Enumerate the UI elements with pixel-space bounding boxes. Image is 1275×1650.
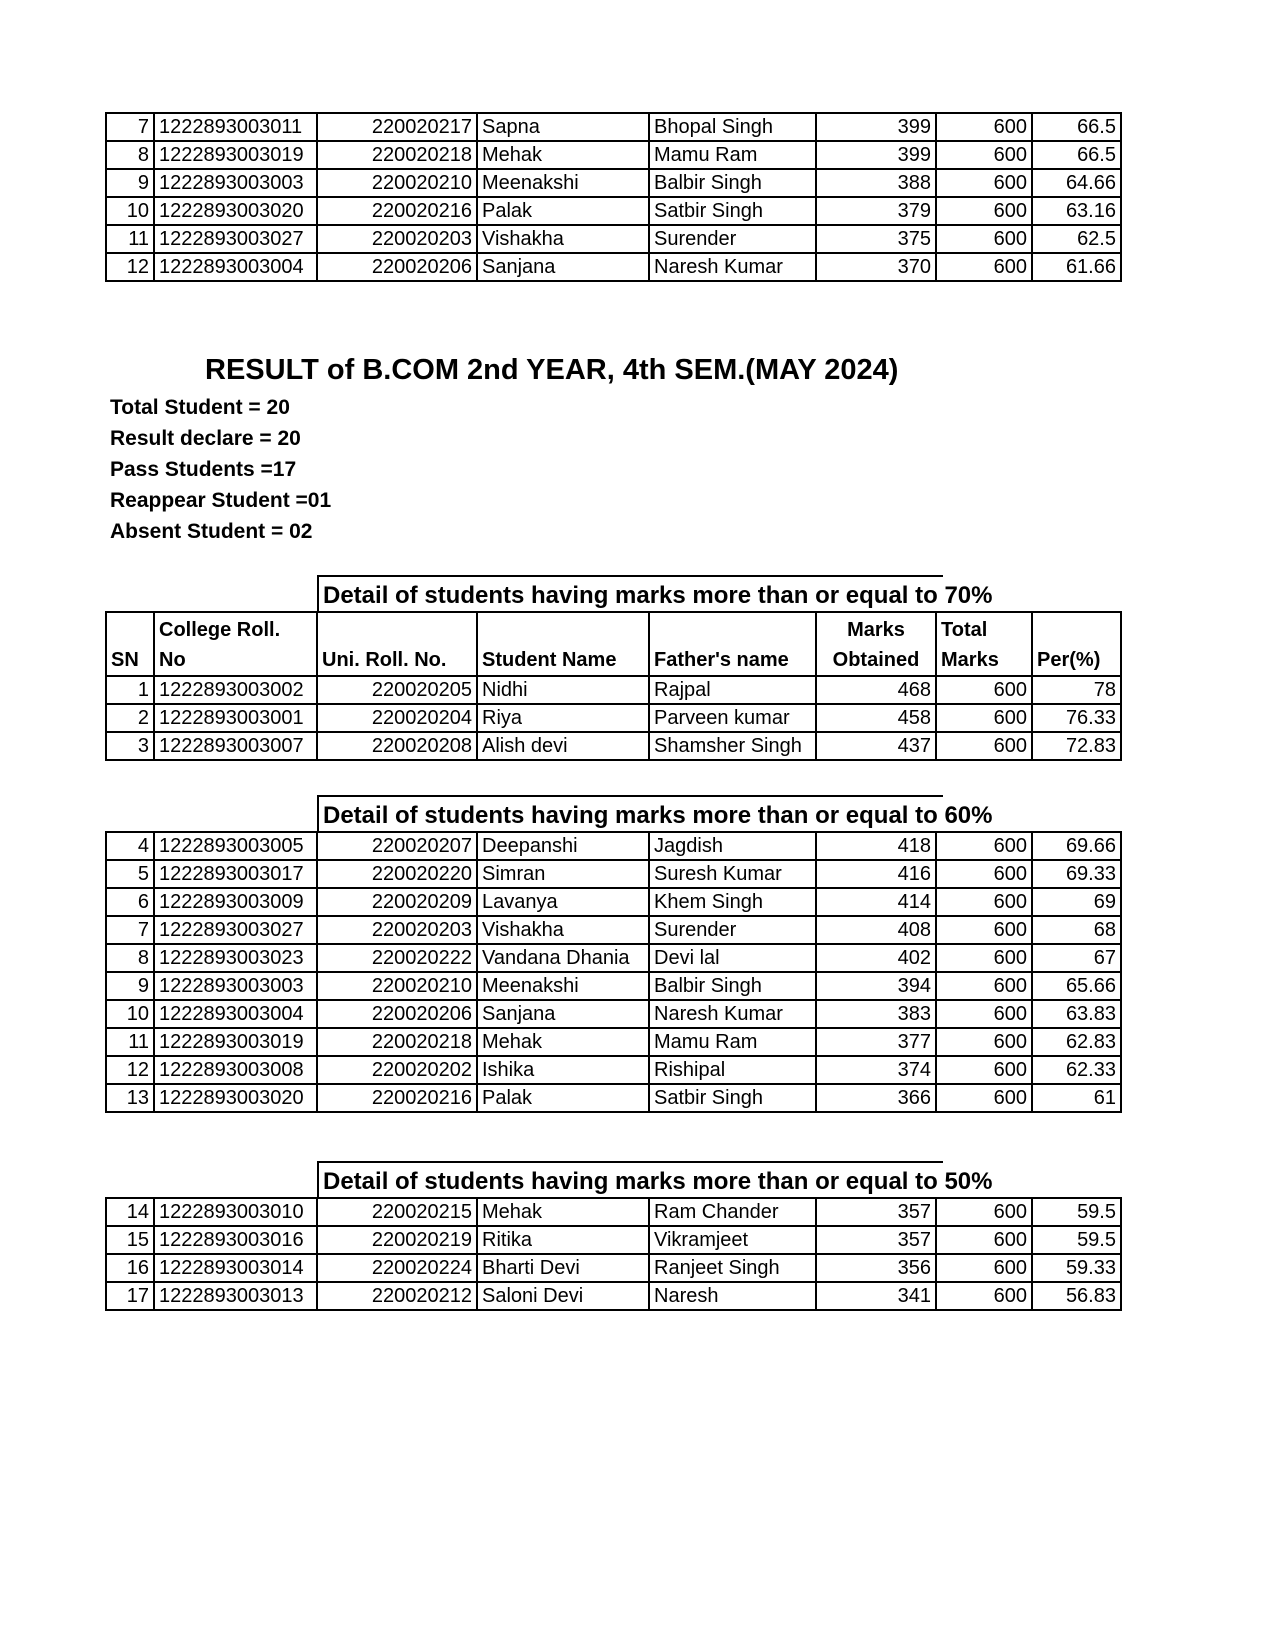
- section-heading-70: Detail of students having marks more than or equal to 70%: [317, 575, 943, 611]
- cell-percentage: 76.33: [1032, 704, 1121, 732]
- cell-sn: 8: [106, 141, 154, 169]
- cell-uni-roll: 220020219: [317, 1226, 477, 1254]
- cell-uni-roll: 220020206: [317, 253, 477, 281]
- table-row: [106, 972, 1121, 1000]
- cell-sn: 15: [106, 1226, 154, 1254]
- cell-father-name: Surender: [649, 916, 816, 944]
- cell-total-marks: 600: [936, 1198, 1032, 1226]
- cell-college-roll: 1222893003020: [154, 1084, 317, 1112]
- cell-student-name: Vishakha: [477, 225, 649, 253]
- header-total-marks: Total Marks: [936, 612, 1032, 676]
- cell-uni-roll: 220020218: [317, 1028, 477, 1056]
- cell-sn: 14: [106, 1198, 154, 1226]
- cell-father-name: Ranjeet Singh: [649, 1254, 816, 1282]
- cell-sn: 10: [106, 197, 154, 225]
- cell-college-roll: 1222893003017: [154, 860, 317, 888]
- cell-student-name: Bharti Devi: [477, 1254, 649, 1282]
- cell-college-roll: 1222893003011: [154, 113, 317, 141]
- cell-student-name: Mehak: [477, 141, 649, 169]
- cell-percentage: 66.5: [1032, 141, 1121, 169]
- cell-college-roll: 1222893003010: [154, 1198, 317, 1226]
- table-row: [106, 832, 1121, 860]
- cell-percentage: 56.83: [1032, 1282, 1121, 1310]
- cell-marks-obtained: 357: [816, 1226, 936, 1254]
- stat-result-declared: Result declare = 20: [110, 427, 301, 450]
- cell-uni-roll: 220020208: [317, 732, 477, 760]
- cell-uni-roll: 220020216: [317, 1084, 477, 1112]
- cell-sn: 7: [106, 916, 154, 944]
- cell-marks-obtained: 394: [816, 972, 936, 1000]
- cell-total-marks: 600: [936, 1254, 1032, 1282]
- cell-total-marks: 600: [936, 141, 1032, 169]
- cell-marks-obtained: 375: [816, 225, 936, 253]
- table-row: [106, 916, 1121, 944]
- cell-total-marks: 600: [936, 1000, 1032, 1028]
- cell-total-marks: 600: [936, 916, 1032, 944]
- cell-father-name: Suresh Kumar: [649, 860, 816, 888]
- cell-father-name: Satbir Singh: [649, 1084, 816, 1112]
- cell-total-marks: 600: [936, 1056, 1032, 1084]
- cell-uni-roll: 220020204: [317, 704, 477, 732]
- cell-father-name: Vikramjeet: [649, 1226, 816, 1254]
- cell-marks-obtained: 374: [816, 1056, 936, 1084]
- cell-student-name: Sanjana: [477, 253, 649, 281]
- cell-father-name: Naresh: [649, 1282, 816, 1310]
- cell-sn: 9: [106, 169, 154, 197]
- cell-student-name: Meenakshi: [477, 972, 649, 1000]
- cell-percentage: 61.66: [1032, 253, 1121, 281]
- cell-total-marks: 600: [936, 113, 1032, 141]
- cell-uni-roll: 220020210: [317, 169, 477, 197]
- cell-student-name: Lavanya: [477, 888, 649, 916]
- cell-percentage: 59.5: [1032, 1226, 1121, 1254]
- cell-sn: 12: [106, 253, 154, 281]
- cell-college-roll: 1222893003020: [154, 197, 317, 225]
- cell-marks-obtained: 379: [816, 197, 936, 225]
- cell-percentage: 59.5: [1032, 1198, 1121, 1226]
- header-sn: SN: [106, 612, 154, 676]
- cell-student-name: Nidhi: [477, 676, 649, 704]
- cell-college-roll: 1222893003027: [154, 225, 317, 253]
- cell-sn: 13: [106, 1084, 154, 1112]
- cell-marks-obtained: 357: [816, 1198, 936, 1226]
- cell-sn: 7: [106, 113, 154, 141]
- cell-percentage: 69.66: [1032, 832, 1121, 860]
- cell-student-name: Palak: [477, 1084, 649, 1112]
- cell-marks-obtained: 402: [816, 944, 936, 972]
- cell-uni-roll: 220020220: [317, 860, 477, 888]
- cell-college-roll: 1222893003013: [154, 1282, 317, 1310]
- header-marks-obtained: Marks Obtained: [816, 612, 936, 676]
- cell-father-name: Rajpal: [649, 676, 816, 704]
- cell-percentage: 62.5: [1032, 225, 1121, 253]
- cell-sn: 3: [106, 732, 154, 760]
- cell-uni-roll: 220020207: [317, 832, 477, 860]
- cell-student-name: Simran: [477, 860, 649, 888]
- cell-total-marks: 600: [936, 704, 1032, 732]
- cell-total-marks: 600: [936, 888, 1032, 916]
- cell-uni-roll: 220020216: [317, 197, 477, 225]
- stat-reappear-students: Reappear Student =01: [110, 489, 332, 512]
- cell-total-marks: 600: [936, 732, 1032, 760]
- cell-college-roll: 1222893003003: [154, 169, 317, 197]
- cell-father-name: Jagdish: [649, 832, 816, 860]
- cell-total-marks: 600: [936, 169, 1032, 197]
- cell-marks-obtained: 399: [816, 141, 936, 169]
- table-row: [106, 141, 1121, 169]
- cell-uni-roll: 220020212: [317, 1282, 477, 1310]
- cell-college-roll: 1222893003001: [154, 704, 317, 732]
- cell-college-roll: 1222893003019: [154, 141, 317, 169]
- cell-uni-roll: 220020203: [317, 916, 477, 944]
- cell-uni-roll: 220020218: [317, 141, 477, 169]
- cell-father-name: Bhopal Singh: [649, 113, 816, 141]
- cell-sn: 6: [106, 888, 154, 916]
- cell-total-marks: 600: [936, 1282, 1032, 1310]
- cell-college-roll: 1222893003004: [154, 253, 317, 281]
- cell-marks-obtained: 366: [816, 1084, 936, 1112]
- cell-sn: 9: [106, 972, 154, 1000]
- cell-percentage: 62.33: [1032, 1056, 1121, 1084]
- cell-sn: 5: [106, 860, 154, 888]
- cell-father-name: Devi lal: [649, 944, 816, 972]
- cell-student-name: Alish devi: [477, 732, 649, 760]
- cell-college-roll: 1222893003016: [154, 1226, 317, 1254]
- cell-uni-roll: 220020202: [317, 1056, 477, 1084]
- cell-percentage: 61: [1032, 1084, 1121, 1112]
- cell-percentage: 68: [1032, 916, 1121, 944]
- cell-college-roll: 1222893003007: [154, 732, 317, 760]
- table-row: [106, 1226, 1121, 1254]
- cell-marks-obtained: 408: [816, 916, 936, 944]
- cell-college-roll: 1222893003027: [154, 916, 317, 944]
- cell-father-name: Rishipal: [649, 1056, 816, 1084]
- result-title: RESULT of B.COM 2nd YEAR, 4th SEM.(MAY 2024): [205, 354, 899, 386]
- cell-percentage: 59.33: [1032, 1254, 1121, 1282]
- cell-uni-roll: 220020203: [317, 225, 477, 253]
- table-row: [106, 1198, 1121, 1226]
- cell-percentage: 78: [1032, 676, 1121, 704]
- cell-percentage: 63.83: [1032, 1000, 1121, 1028]
- cell-father-name: Satbir Singh: [649, 197, 816, 225]
- table-row: [106, 113, 1121, 141]
- cell-total-marks: 600: [936, 1226, 1032, 1254]
- header-uni-roll: Uni. Roll. No.: [317, 612, 477, 676]
- header-student-name: Student Name: [477, 612, 649, 676]
- cell-sn: 16: [106, 1254, 154, 1282]
- cell-uni-roll: 220020205: [317, 676, 477, 704]
- stat-pass-students: Pass Students =17: [110, 458, 297, 481]
- cell-marks-obtained: 383: [816, 1000, 936, 1028]
- cell-sn: 2: [106, 704, 154, 732]
- table-50-percent: [105, 1197, 1122, 1311]
- cell-father-name: Ram Chander: [649, 1198, 816, 1226]
- table-header: [105, 611, 1122, 677]
- cell-uni-roll: 220020209: [317, 888, 477, 916]
- cell-percentage: 67: [1032, 944, 1121, 972]
- table-70-percent: [105, 675, 1122, 761]
- table-row: [106, 197, 1121, 225]
- stat-total-students: Total Student = 20: [110, 396, 290, 419]
- table-60-percent: [105, 831, 1122, 1113]
- table-row: [106, 1282, 1121, 1310]
- cell-uni-roll: 220020206: [317, 1000, 477, 1028]
- stat-absent-students: Absent Student = 02: [110, 520, 313, 543]
- cell-sn: 11: [106, 1028, 154, 1056]
- cell-student-name: Deepanshi: [477, 832, 649, 860]
- cell-college-roll: 1222893003003: [154, 972, 317, 1000]
- cell-marks-obtained: 414: [816, 888, 936, 916]
- table-row: [106, 704, 1121, 732]
- cell-student-name: Vandana Dhania: [477, 944, 649, 972]
- cell-father-name: Balbir Singh: [649, 169, 816, 197]
- table-row: [106, 225, 1121, 253]
- continued-student-table: [105, 112, 1122, 282]
- cell-marks-obtained: 468: [816, 676, 936, 704]
- cell-total-marks: 600: [936, 1028, 1032, 1056]
- cell-marks-obtained: 416: [816, 860, 936, 888]
- table-row: [106, 253, 1121, 281]
- table-row: [106, 888, 1121, 916]
- cell-student-name: Vishakha: [477, 916, 649, 944]
- table-row: [106, 676, 1121, 704]
- cell-percentage: 62.83: [1032, 1028, 1121, 1056]
- cell-sn: 10: [106, 1000, 154, 1028]
- header-percentage: Per(%): [1032, 612, 1121, 676]
- cell-student-name: Ritika: [477, 1226, 649, 1254]
- cell-percentage: 66.5: [1032, 113, 1121, 141]
- cell-college-roll: 1222893003023: [154, 944, 317, 972]
- cell-father-name: Mamu Ram: [649, 141, 816, 169]
- cell-total-marks: 600: [936, 1084, 1032, 1112]
- cell-sn: 11: [106, 225, 154, 253]
- section-heading-60: Detail of students having marks more than or equal to 60%: [317, 795, 943, 831]
- table-row: [106, 732, 1121, 760]
- cell-sn: 8: [106, 944, 154, 972]
- cell-total-marks: 600: [936, 972, 1032, 1000]
- table-row: [106, 944, 1121, 972]
- table-row: [106, 169, 1121, 197]
- cell-student-name: Riya: [477, 704, 649, 732]
- cell-total-marks: 600: [936, 253, 1032, 281]
- cell-uni-roll: 220020215: [317, 1198, 477, 1226]
- cell-percentage: 72.83: [1032, 732, 1121, 760]
- cell-uni-roll: 220020222: [317, 944, 477, 972]
- cell-marks-obtained: 458: [816, 704, 936, 732]
- cell-marks-obtained: 418: [816, 832, 936, 860]
- cell-father-name: Naresh Kumar: [649, 1000, 816, 1028]
- cell-college-roll: 1222893003014: [154, 1254, 317, 1282]
- cell-father-name: Parveen kumar: [649, 704, 816, 732]
- cell-sn: 1: [106, 676, 154, 704]
- cell-father-name: Balbir Singh: [649, 972, 816, 1000]
- cell-marks-obtained: 377: [816, 1028, 936, 1056]
- cell-student-name: Saloni Devi: [477, 1282, 649, 1310]
- cell-college-roll: 1222893003019: [154, 1028, 317, 1056]
- cell-marks-obtained: 388: [816, 169, 936, 197]
- cell-father-name: Mamu Ram: [649, 1028, 816, 1056]
- cell-student-name: Ishika: [477, 1056, 649, 1084]
- header-father-name: Father's name: [649, 612, 816, 676]
- cell-percentage: 65.66: [1032, 972, 1121, 1000]
- cell-total-marks: 600: [936, 197, 1032, 225]
- cell-marks-obtained: 399: [816, 113, 936, 141]
- table-row: [106, 1000, 1121, 1028]
- cell-college-roll: 1222893003009: [154, 888, 317, 916]
- cell-percentage: 64.66: [1032, 169, 1121, 197]
- table-row: [106, 1084, 1121, 1112]
- cell-sn: 12: [106, 1056, 154, 1084]
- section-heading-50: Detail of students having marks more than or equal to 50%: [317, 1161, 943, 1197]
- cell-total-marks: 600: [936, 944, 1032, 972]
- cell-percentage: 63.16: [1032, 197, 1121, 225]
- cell-total-marks: 600: [936, 225, 1032, 253]
- table-row: [106, 1254, 1121, 1282]
- cell-percentage: 69: [1032, 888, 1121, 916]
- cell-father-name: Surender: [649, 225, 816, 253]
- cell-student-name: Mehak: [477, 1028, 649, 1056]
- cell-student-name: Sanjana: [477, 1000, 649, 1028]
- cell-uni-roll: 220020217: [317, 113, 477, 141]
- cell-uni-roll: 220020224: [317, 1254, 477, 1282]
- cell-marks-obtained: 370: [816, 253, 936, 281]
- cell-father-name: Khem Singh: [649, 888, 816, 916]
- cell-student-name: Palak: [477, 197, 649, 225]
- cell-father-name: Naresh Kumar: [649, 253, 816, 281]
- cell-marks-obtained: 437: [816, 732, 936, 760]
- cell-college-roll: 1222893003005: [154, 832, 317, 860]
- table-row: [106, 1028, 1121, 1056]
- cell-total-marks: 600: [936, 832, 1032, 860]
- cell-sn: 4: [106, 832, 154, 860]
- cell-percentage: 69.33: [1032, 860, 1121, 888]
- cell-student-name: Sapna: [477, 113, 649, 141]
- cell-sn: 17: [106, 1282, 154, 1310]
- cell-total-marks: 600: [936, 860, 1032, 888]
- header-college-roll: College Roll. No: [154, 612, 317, 676]
- cell-student-name: Mehak: [477, 1198, 649, 1226]
- cell-uni-roll: 220020210: [317, 972, 477, 1000]
- cell-marks-obtained: 356: [816, 1254, 936, 1282]
- cell-college-roll: 1222893003008: [154, 1056, 317, 1084]
- cell-total-marks: 600: [936, 676, 1032, 704]
- cell-student-name: Meenakshi: [477, 169, 649, 197]
- table-row: [106, 860, 1121, 888]
- table-row: [106, 1056, 1121, 1084]
- cell-father-name: Shamsher Singh: [649, 732, 816, 760]
- cell-college-roll: 1222893003004: [154, 1000, 317, 1028]
- cell-marks-obtained: 341: [816, 1282, 936, 1310]
- cell-college-roll: 1222893003002: [154, 676, 317, 704]
